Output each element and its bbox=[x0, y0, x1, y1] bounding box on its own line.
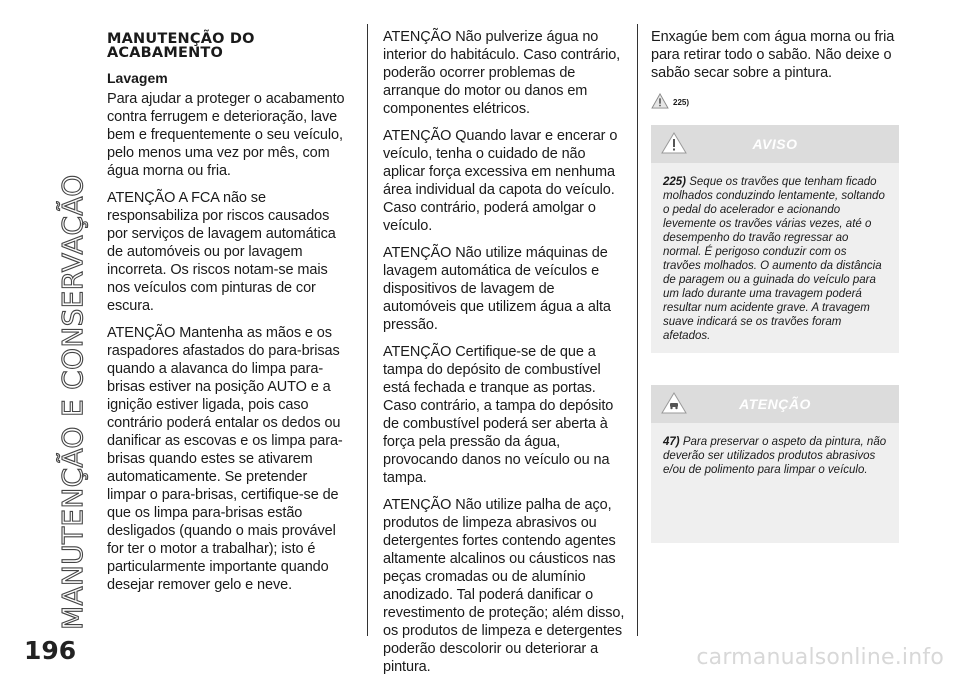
paragraph: ATENÇÃO Não pulverize água no interior do habitáculo. Caso contrário, poderão ocorrer problemas de arranque do motor ou danos em componentes elétricos. bbox=[383, 29, 621, 117]
aviso-number: 225) bbox=[663, 176, 687, 188]
column-divider bbox=[637, 24, 638, 636]
aviso-title: AVISO bbox=[752, 136, 798, 152]
paragraph: Para ajudar a proteger o acabamento contra ferrugem e deterioração, lave bem e frequentemente o seu veículo, pelo menos uma vez por mês, com água morna ou fria. bbox=[107, 91, 345, 179]
chapter-side-title bbox=[56, 30, 90, 630]
paragraph: ATENÇÃO Quando lavar e encerar o veículo, tenha o cuidado de não aplicar força excessiva em nenhuma área individual da capota do veículo. Caso contrário, poderá amolgar o veículo. bbox=[383, 128, 618, 234]
paragraph: ATENÇÃO Não utilize palha de aço, produtos de limpeza abrasivos ou detergentes fortes contendo agentes altamente alcalinos ou cáusticos nas peças cromadas ou de alumínio anodizado. Tal poderá danificar o revestimento de proteção; além disso, os produtos de limpeza e detergentes poderão descolorir ou deteriorar a pintura. bbox=[383, 497, 625, 675]
page-number: 196 bbox=[24, 636, 77, 665]
paragraph: ATENÇÃO Não utilize máquinas de lavagem automática de veículos e dispositivos de lavagem de automóveis que utilizem água a alta pressão. bbox=[383, 245, 611, 333]
column-3 bbox=[651, 28, 899, 543]
subheading: Lavagem bbox=[107, 70, 168, 86]
warning-reference bbox=[651, 89, 899, 109]
paragraph: ATENÇÃO Certifique-se de que a tampa do depósito de combustível está fechada e tranque as portas. Caso contrário, a tampa do depósito de combustível poderá ser aberta à força pela pressão da água, provocando danos no veículo ou na tampa. bbox=[383, 344, 614, 486]
aviso-text: Seque os travões que tenham ficado molhados conduzindo lentamente, soltando o pedal do acelerador e acionando levemente os travões várias vezes, até o desempenho do travão regressar ao normal. É perigoso conduzir com os travões molhados. O aumento da distância de paragem ou a guinada do veículo para um lado durante uma travagem poderá resultar num acidente grave. A travagem suave indicará se os travões foram afetados. bbox=[663, 176, 885, 342]
warning-triangle-icon bbox=[651, 93, 669, 109]
warning-reference-number: 225) bbox=[673, 98, 690, 107]
watermark: carmanualsonline.info bbox=[696, 645, 944, 670]
aviso-box-body bbox=[651, 163, 899, 353]
atencao-title: ATENÇÃO bbox=[739, 396, 811, 412]
paragraph: ATENÇÃO A FCA não se responsabiliza por riscos causados por serviços de lavagem automática de automóveis ou por lavagem incorreta. Os riscos notam-se mais nos veículos com pinturas de cor escura. bbox=[107, 190, 336, 314]
atencao-number: 47) bbox=[663, 436, 680, 448]
atencao-box-body bbox=[651, 423, 899, 543]
column-1 bbox=[107, 28, 347, 603]
atencao-text: Para preservar o aspeto da pintura, não deverão ser utilizados produtos abrasivos e/ou de polimento para limpar o veículo. bbox=[663, 436, 887, 476]
section-title: MANUTENÇÃO DO ACABAMENTO bbox=[107, 31, 255, 61]
column-divider bbox=[367, 24, 368, 636]
column-2 bbox=[383, 28, 629, 685]
aviso-box-header bbox=[651, 125, 899, 163]
atencao-box-header bbox=[651, 385, 899, 423]
paragraph: Enxagúe bem com água morna ou fria para retirar todo o sabão. Não deixe o sabão secar sobre a pintura. bbox=[651, 29, 895, 81]
paragraph: ATENÇÃO Mantenha as mãos e os raspadores afastados do para-brisas quando a alavanca do limpa para-brisas estiver na posição AUTO e a ignição estiver ligada, pois caso contrário poderá entalar os dedos ou danificar as escovas e os limpa para-brisas quando estes se ativarem automaticamente. Se pretender limpar o para-brisas, certifique-se de que os limpa para-brisas estão desligados (quando o mais provável for ter o motor a trabalhar); isto é particularmente importante quando desejar remover gelo e neve. bbox=[107, 325, 343, 593]
chapter-side-title-text: MANUTENÇÃO E CONSERVAÇÃO bbox=[56, 174, 89, 630]
